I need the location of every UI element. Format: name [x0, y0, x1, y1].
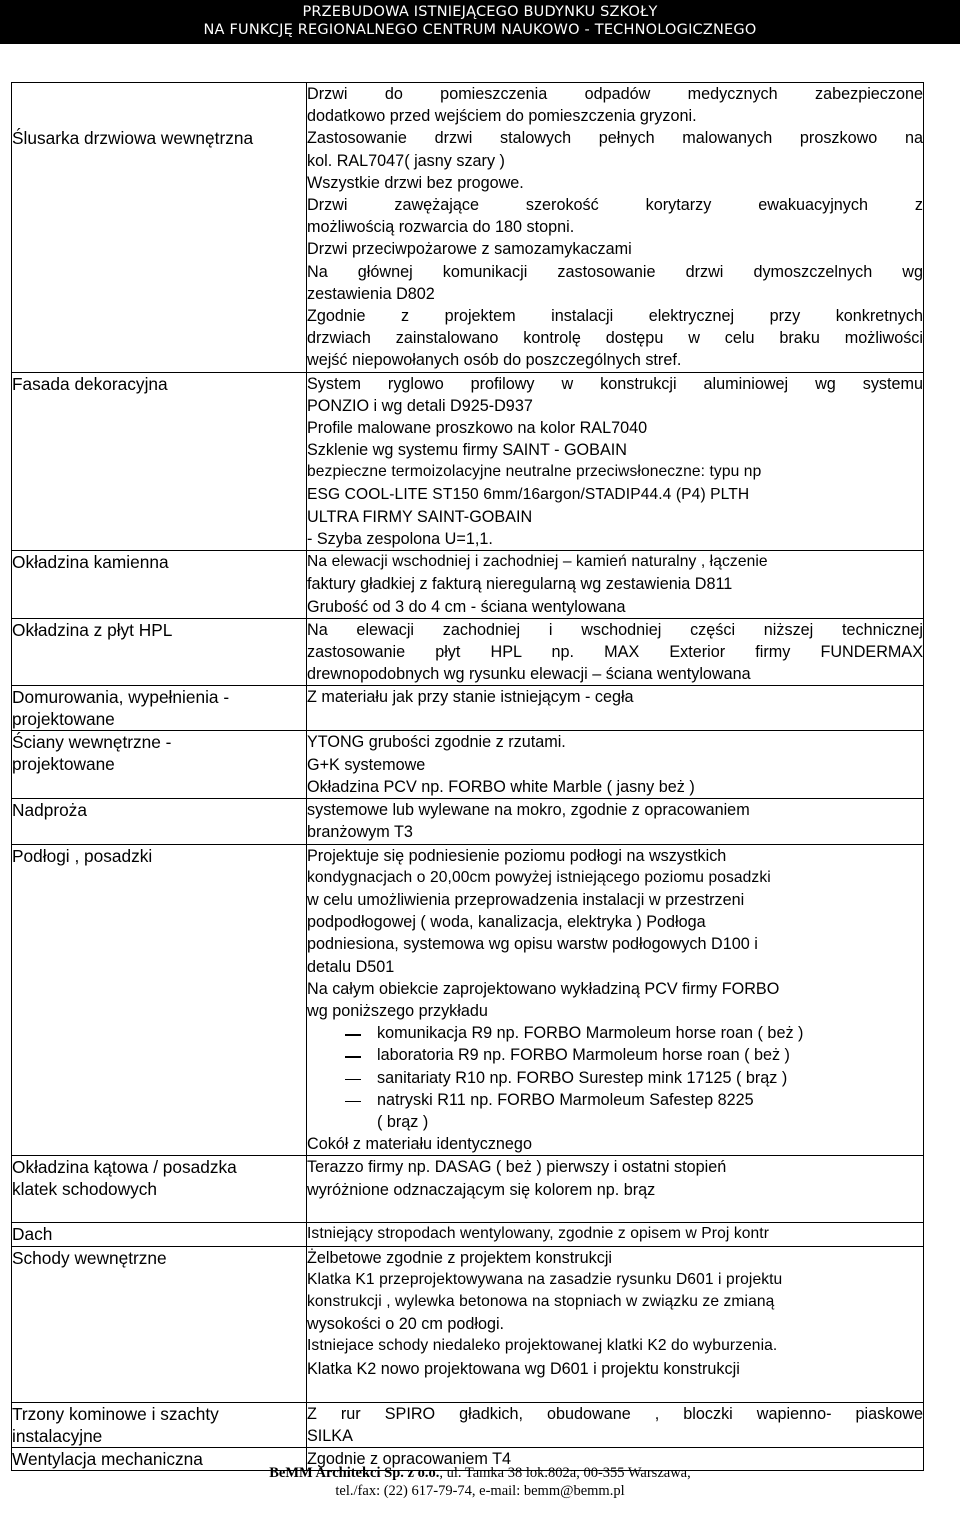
- footer-line-1: [0, 1464, 960, 1482]
- text-line: Terazzo firmy np. DASAG ( beż ) pierwszy i ostatni stopień: [307, 1158, 727, 1177]
- row-label: Ściany wewnętrzne -: [12, 732, 172, 753]
- text-line: Klatka K1 przeprojektowywana na zasadzie rysunku D601 i projektu: [307, 1270, 783, 1288]
- text-line: Grubość od 3 do 4 cm - ściana wentylowana: [307, 597, 626, 616]
- row-content-cell: [307, 686, 924, 731]
- document-header: [0, 0, 960, 44]
- table-row: [12, 731, 924, 799]
- row-label: projektowane: [12, 709, 115, 730]
- row-content-cell: [307, 1246, 924, 1402]
- text-line: G+K systemowe: [307, 755, 426, 774]
- text-line: wejść niepowołanych osób do poszczególnych stref.: [307, 351, 682, 370]
- row-label-cell: [12, 731, 307, 799]
- table-row: [12, 83, 924, 373]
- row-content-cell: [307, 83, 924, 373]
- text-line: detalu D501: [307, 957, 395, 976]
- text-line: Profile malowane proszkowo na kolor RAL7040: [307, 419, 648, 438]
- list-item-continuation: ( brąz ): [377, 1112, 429, 1131]
- text-line: Projektuje się podniesienie poziomu podłogi na wszystkich: [307, 846, 727, 865]
- row-label-cell: [12, 844, 307, 1156]
- text-line: wyróżnione odznaczającym się kolorem np. brąz: [307, 1180, 656, 1199]
- row-content-cell: [307, 844, 924, 1156]
- row-content-cell: [307, 1223, 924, 1246]
- text-line: zestawienia D802: [307, 284, 435, 303]
- text-line: Na głównej komunikacji zastosowanie drzwi dymoszczelnych wg: [307, 262, 923, 281]
- row-content-cell: [307, 1402, 924, 1447]
- text-line: zastosowanie płyt HPL np. MAX Exterior firmy FUNDERMAX: [307, 643, 923, 662]
- row-label: Domurowania, wypełnienia -: [12, 687, 230, 708]
- row-label-cell: [12, 1156, 307, 1223]
- text-line: Zgodnie z projektem instalacji elektrycznej przy konkretnych: [307, 307, 923, 326]
- text-line: System ryglowo profilowy w konstrukcji aluminiowej wg systemu: [307, 374, 923, 393]
- company-name: BeMM Architekci Sp. z o.o.: [269, 1465, 440, 1481]
- text-line: - Szyba zespolona U=1,1.: [307, 530, 493, 549]
- text-line: Żelbetowe zgodnie z projektem konstrukcji: [307, 1248, 613, 1267]
- table-row: [12, 618, 924, 686]
- row-label: projektowane: [12, 754, 115, 775]
- row-content-cell: [307, 799, 924, 844]
- dash-bullet: [307, 1044, 377, 1066]
- text-line: konstrukcji , wylewka betonowa na stopniach w związku ze zmianą: [307, 1292, 775, 1310]
- text-line: SILKA: [307, 1426, 353, 1445]
- row-label-cell: [12, 551, 307, 619]
- text-line: YTONG grubości zgodnie z rzutami.: [307, 733, 566, 752]
- row-label-cell: [12, 618, 307, 686]
- text-line: Klatka K2 nowo projektowana wg D601 i projektu konstrukcji: [307, 1359, 740, 1378]
- text-line: wg poniższego przykładu: [307, 1001, 488, 1020]
- table-row: [12, 551, 924, 619]
- text-line: Okładzina PCV np. FORBO white Marble ( jasny beż ): [307, 777, 695, 796]
- row-label: Trzony kominowe i szachty: [12, 1403, 219, 1424]
- row-label-cell: [12, 1246, 307, 1402]
- list-item: sanitariaty R10 np. FORBO Surestep mink 17125 ( brąz ): [307, 1067, 923, 1089]
- specification-table: [11, 82, 924, 1471]
- text-line: systemowe lub wylewane na mokro, zgodnie z opracowaniem: [307, 801, 750, 820]
- row-label-cell: [12, 686, 307, 731]
- table-row: [12, 1402, 924, 1447]
- text-line: Drzwi do pomieszczenia odpadów medycznych zabezpieczone: [307, 85, 923, 103]
- row-label-cell: [12, 1402, 307, 1447]
- row-content-cell: [307, 731, 924, 799]
- table-row: [12, 844, 924, 1156]
- text-line: Zastosowanie drzwi stalowych pełnych malowanych proszkowo na: [307, 129, 923, 148]
- table-row: [12, 372, 924, 551]
- row-label-cell: [12, 799, 307, 844]
- text-line: możliwością rozwarcia do 180 stopni.: [307, 218, 575, 237]
- text-line: faktury gładkiej z fakturą nieregularną wg zestawienia D811: [307, 575, 733, 594]
- text-line: Drzwi przeciwpożarowe z samozamykaczami: [307, 240, 632, 259]
- text-line: podpodłogowej ( woda, kanalizacja, elektryka ) Podłoga: [307, 913, 706, 932]
- row-label: Fasada dekoracyjna: [12, 373, 168, 394]
- dash-bullet: [307, 1067, 377, 1089]
- text-line: Cokół z materiału identycznego: [307, 1135, 532, 1154]
- footer-contact: tel./fax: (22) 617-79-74, e-mail: bemm@bemm.pl: [335, 1483, 625, 1499]
- text-line: kol. RAL7047( jasny szary ): [307, 151, 505, 170]
- row-label: Okładzina z płyt HPL: [12, 619, 173, 640]
- text-line: Z rur SPIRO gładkich, obudowane , bloczki wapienno- piaskowe: [307, 1404, 923, 1423]
- table-row: [12, 1156, 924, 1223]
- text-line: Istniejący stropodach wentylowany, zgodnie z opisem w Proj kontr: [307, 1225, 770, 1243]
- row-label-cell: [12, 372, 307, 551]
- table-row: [12, 799, 924, 844]
- text-line: branżowym T3: [307, 823, 413, 842]
- row-label: klatek schodowych: [12, 1179, 158, 1200]
- list-item: natryski R11 np. FORBO Marmoleum Safestep 8225: [307, 1089, 923, 1111]
- text-line: Istniejace schody niedaleko projektowanej klatki K2 do wyburzenia.: [307, 1337, 778, 1355]
- row-label: Wentylacja mechaniczna: [12, 1449, 203, 1470]
- row-content-cell: [307, 1156, 924, 1223]
- row-content-cell: [307, 618, 924, 686]
- dash-bullet: [307, 1022, 377, 1044]
- row-label: instalacyjne: [12, 1425, 103, 1446]
- company-address: , ul. Tamka 38 lok.802a, 00-355 Warszawa,: [439, 1465, 691, 1481]
- text-line: dodatkowo przed wejściem do pomieszczenia gryzoni.: [307, 107, 697, 126]
- text-line: Na elewacji zachodniej i wschodniej części niższej technicznej: [307, 620, 923, 639]
- text-line: ESG COOL-LITE ST150 6mm/16argon/STADIP44.4 (P4) PLTH: [307, 485, 750, 503]
- text-line: podniesiona, systemowa wg opisu warstw podłogowych D100 i: [307, 935, 758, 954]
- row-label: Schody wewnętrzne: [12, 1247, 167, 1268]
- text-line: w celu umożliwienia przeprowadzenia instalacji w przestrzeni: [307, 890, 745, 909]
- text-line: kondygnacjach o 20,00cm powyżej istniejącego poziomu posadzki: [307, 868, 771, 886]
- row-label-cell: [12, 83, 307, 373]
- text-line: bezpieczne termoizolacyjne neutralne przeciwsłoneczne: typu np: [307, 463, 762, 481]
- row-label-cell: [12, 1223, 307, 1246]
- row-label: Podłogi , posadzki: [12, 845, 153, 866]
- text-line: drzwiach zainstalowano kontrolę dostępu w celu braku możliwości: [307, 329, 923, 348]
- row-label: Nadproża: [12, 800, 87, 821]
- row-content-cell: [307, 372, 924, 551]
- text-line: Z materiału jak przy stanie istniejącym - cegła: [307, 688, 634, 707]
- list-item: komunikacja R9 np. FORBO Marmoleum horse roan ( beż ): [307, 1022, 923, 1044]
- text-line: Na elewacji wschodniej i zachodniej – kamień naturalny , łączenie: [307, 553, 768, 571]
- table-row: [12, 686, 924, 731]
- dash-bullet: [307, 1089, 377, 1111]
- row-label: Ślusarka drzwiowa wewnętrzna: [12, 128, 254, 148]
- text-line: wysokości o 20 cm podłogi.: [307, 1315, 505, 1334]
- text-line: Szklenie wg systemu firmy SAINT - GOBAIN: [307, 441, 627, 460]
- text-line: Na całym obiekcie zaprojektowano wykładziną PCV firmy FORBO: [307, 979, 780, 998]
- text-line: ULTRA FIRMY SAINT-GOBAIN: [307, 507, 533, 526]
- row-label: Dach: [12, 1224, 53, 1245]
- text-line: PONZIO i wg detali D925-D937: [307, 396, 533, 415]
- text-line: Wszystkie drzwi bez progowe.: [307, 173, 524, 192]
- text-line: Drzwi zawężające szerokość korytarzy ewakuacyjnych z: [307, 196, 923, 215]
- header-line-2: NA FUNKCJĘ REGIONALNEGO CENTRUM NAUKOWO - TECHNOLOGICZNEGO: [203, 22, 757, 38]
- row-label: Okładzina kątowa / posadzka: [12, 1157, 237, 1178]
- table-row: [12, 1223, 924, 1246]
- row-label: Okładzina kamienna: [12, 552, 169, 573]
- header-line-1: PRZEBUDOWA ISTNIEJĄCEGO BUDYNKU SZKOŁY: [302, 4, 658, 20]
- row-content-cell: [307, 551, 924, 619]
- table-row: [12, 1246, 924, 1402]
- text-line: Zgodnie z opracowaniem T4: [307, 1450, 511, 1469]
- document-footer: [0, 1464, 960, 1500]
- text-line: drewnopodobnych wg rysunku elewacji – ściana wentylowana: [307, 665, 751, 684]
- list-item: laboratoria R9 np. FORBO Marmoleum horse roan ( beż ): [307, 1044, 923, 1066]
